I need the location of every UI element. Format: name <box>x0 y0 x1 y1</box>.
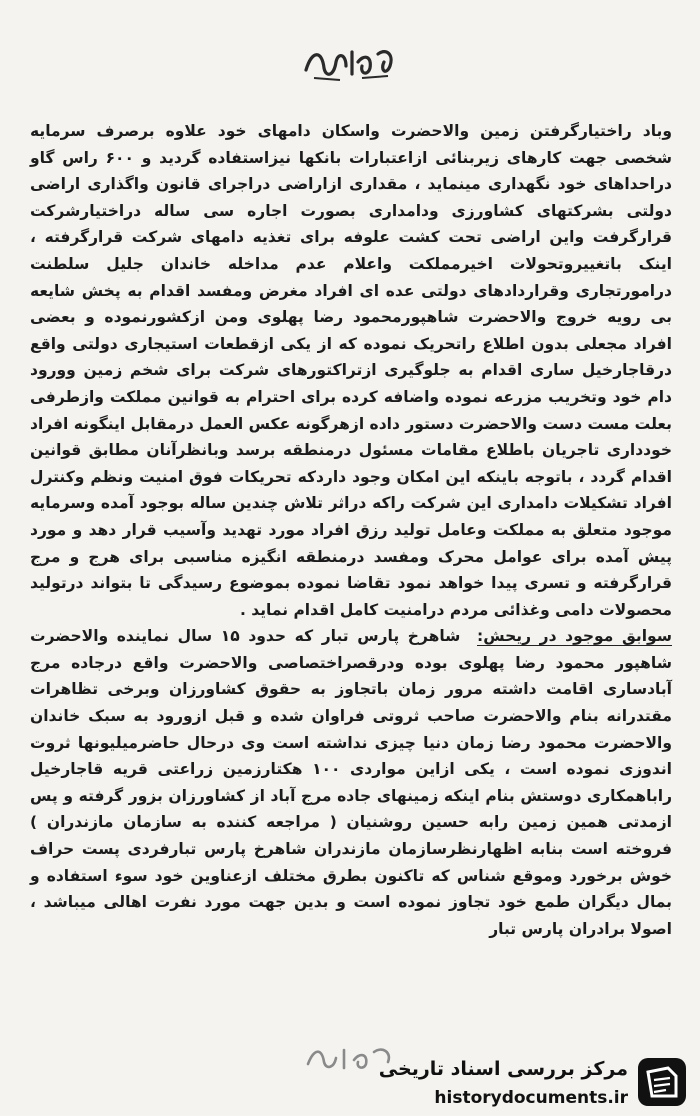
archive-url: historydocuments.ir <box>434 1088 628 1108</box>
section-title: سوابق موجود در ریحش: <box>477 627 673 646</box>
document-body <box>30 118 672 942</box>
archive-watermark <box>380 1050 700 1116</box>
paragraph-2 <box>30 623 672 942</box>
paragraph-1: وباد راختیارگرفتن زمین والاحضرت واسکان دامهای خود علاوه برصرف سرمایه شخصی جهت کارهای زیربنائی ازاعتبارات بانکها نیزاستفاده گردید و ۶۰۰ راس گاو دراحداهای خود نگهداری مینماید ، مقداری ازاراضی دراجرای قانون واگذاری اراضی دولتی بشرکتهای کشاورزی ودامداری بصورت اجاره سی ساله دراختیارشرکت قرارگرفت واین اراضی تحت کشت علوفه برای تغذیه دامهای شرکت قرارگرفته ، اینک باتغییروتحولات اخیرمملکت واعلام عدم مداخله خاندان جلیل سلطنت درامورتجاری وقراردادهای دولتی عده ای افراد مغرض ومفسد اقدام به پخش شایعه بی رویه خروج والاحضرت شاهپورمحمود رضا پهلوی ومن ازکشورنموده و بعضی افراد مجعلی بدون اطلاع راتحریک نموده که از یکی ازقطعات استیجاری دولتی واقع درقاجارخیل ساری اقدام به جلوگیری ازتراکتورهای شرکت برای شخم زمین وورود دام خود وتخریب مزرعه نموده واضافه کرده برای احترام به قوانین مملکت وازطرفی بعلت مست دست والاحضرت دستور داده ازهرگونه عکس العمل درمقابل اینگونه افراد خودداری تاجریان باطلاع مقامات مسئول درمنطقه برسد وبانظرآنان مطابق قوانین اقدام گردد ، باتوجه باینکه این امکان وجود داردکه تحریکات فوق امنیت ونظم وکنترل افراد تشکیلات دامداری این شرکت راکه دراثر تلاش چندین ساله بوجود آمده وسرمایه موجود متعلق به مملکت وعامل تولید رزق افراد مورد تهدید وآسیب قرار دهد و مورد پیش آمده برای عوامل محرک ومفسد درمنطقه انگیزه مناسبی برای هرج و مرج قرارگرفته و تسری پیدا خواهد نمود تقاضا نموده بموضوع رسیدگی تا بتواند درتولید محصولات دامی وغذائی مردم درامنیت کامل اقدام نماید . <box>30 122 672 619</box>
archive-name: مرکز بررسی اسناد تاریخی <box>378 1058 628 1080</box>
archive-logo-icon <box>638 1058 686 1106</box>
top-handwritten-stamp <box>300 40 400 84</box>
paragraph-2-text: شاهرخ پارس تبار که حدود ۱۵ سال نماینده والاحضرت شاهپور محمود رضا پهلوی بوده ودرقصراختصاصی والاحضرت واقع درجاده مرج آبادساری اقامت داشته مرور زمان باتجاوز به حقوق کشاورزان وبرخی تظاهرات مقتدرانه بنام والاحضرت صاحب ثروتی فراوان شده و قبل ازورود به سبک خاندان والاحضرت محمود رضا زمان دنیا چیزی نداشته است وی درحال حاضرمیلیونها ثروت اندوزی نموده است ، یکی ازاین مواردی ۱۰۰ هکتارزمین زراعتی قریه قاجارخیل راباهمکاری دوستش بنام اینکه زمینهای جاده مرج آباد از کشاورزان بزور گرفته و پس ازمدتی همین زمین رابه حسین روشنیان ( مراجعه کننده به سازمان مازندران ) فروخته است بنابه اظهارنظرسازمان مازندران شاهرخ پارس تبارفردی پست حراف خوش برخورد وموقع شناس که تاکنون بطرق مختلف ازعناوین خود سوء استفاده و بمال دیگران طمع خود تجاوز نموده است و بدین جهت مورد نفرت اهالی میباشد ، اصولا برادران پارس تبار <box>30 627 672 938</box>
